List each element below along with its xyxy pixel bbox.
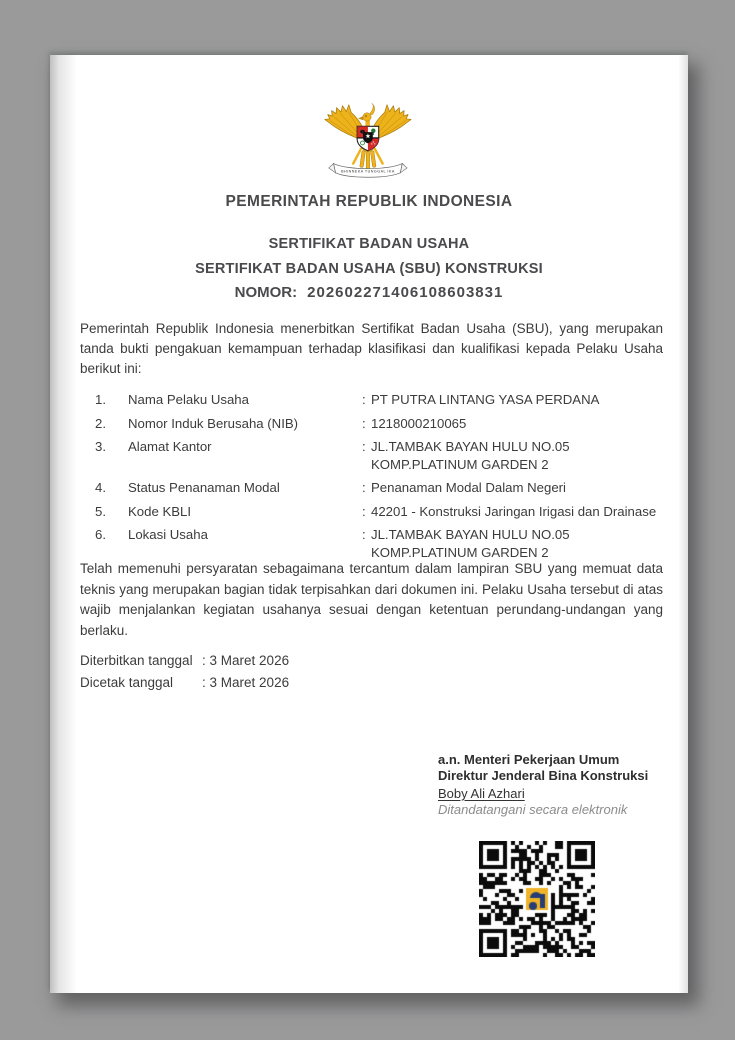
field-number: 4. [95,480,106,495]
qr-canvas [479,841,595,957]
date-label: Diterbitkan tanggal [80,653,193,668]
field-label: Nama Pelaku Usaha [128,392,249,407]
field-colon: : [362,392,366,407]
field-row [95,438,663,473]
date-row [80,650,289,672]
signature-position: Direktur Jenderal Bina Konstruksi [438,767,649,783]
business-fields-list [95,391,663,567]
certificate-subtitle: SERTIFIKAT BADAN USAHA (SBU) KONSTRUKSI [195,261,543,277]
emblem-motto: BHINNEKA TUNGGAL IKA [341,169,395,174]
government-title: PEMERINTAH REPUBLIK INDONESIA [225,193,513,210]
field-row [95,479,663,497]
date-label: Dicetak tanggal [80,675,174,690]
date-value: 3 Maret 2026 [209,675,290,690]
field-value: 42201 - Konstruksi Jaringan Irigasi dan Drainase [371,503,657,519]
certificate-title: SERTIFIKAT BADAN USAHA [268,236,470,252]
signatory-name: Boby Ali Azhari [438,786,525,801]
field-value: 1218000210065 [371,415,467,431]
signature-onbehalf: a.n. Menteri Pekerjaan Umum [438,752,620,767]
qr-code [479,841,595,957]
date-colon: : [202,675,206,690]
garuda-pancasila-emblem [314,91,422,189]
issue-dates [80,650,289,694]
field-label: Kode KBLI [128,503,192,519]
certificate-page [50,55,688,993]
field-number: 3. [95,439,106,454]
field-colon: : [362,480,366,495]
field-colon: : [362,439,366,454]
field-value: Penanaman Modal Dalam Negeri [371,480,566,495]
field-value: JL.TAMBAK BAYAN HULU NO.05 KOMP.PLATINUM GARDEN 2 [371,439,570,472]
tail-feathers [360,151,376,170]
intro-paragraph: Pemerintah Republik Indonesia menerbitkan Sertifikat Badan Usaha (SBU), yang merupakan tanda bukti pengakuan kemampuan terhadap klasifikasi dan kualifikasi kepada Pelaku Usaha berikut ini: [80,321,663,376]
field-colon: : [362,415,366,431]
nomor-label: NOMOR: [234,284,298,301]
field-row [95,526,663,561]
field-colon: : [362,503,366,519]
field-number: 1. [95,392,106,407]
date-value: 3 Maret 2026 [209,653,290,668]
field-colon: : [362,527,366,542]
date-colon: : [202,653,206,668]
field-number: 5. [95,503,106,519]
field-label: Lokasi Usaha [128,527,208,542]
field-number: 6. [95,527,106,542]
field-row [95,391,663,409]
date-row [80,672,289,694]
field-value: PT PUTRA LINTANG YASA PERDANA [371,392,600,407]
field-label: Alamat Kantor [128,439,212,454]
field-number: 2. [95,415,106,431]
nomor-value: 202602271406108603831 [307,284,504,301]
field-label: Nomor Induk Berusaha (NIB) [128,415,299,431]
field-row [95,415,663,433]
garuda-head [359,103,375,121]
field-row [95,503,663,521]
signature-block [438,752,683,818]
certificate-number-row [50,284,688,301]
field-value: JL.TAMBAK BAYAN HULU NO.05 KOMP.PLATINUM GARDEN 2 [371,527,570,560]
field-label: Status Penanaman Modal [128,480,280,495]
signature-note: Ditandatangani secara elektronik [438,802,628,817]
closing-paragraph: Telah memenuhi persyaratan sebagaimana tercantum dalam lampiran SBU yang memuat data teknis yang merupakan bagian tidak terpisahkan dari dokumen ini. Pelaku Usaha tersebut di atas wajib menjalankan kegiatan usahanya sesuai dengan ketentuan perundang-undangan yang berlaku. [80,561,663,638]
